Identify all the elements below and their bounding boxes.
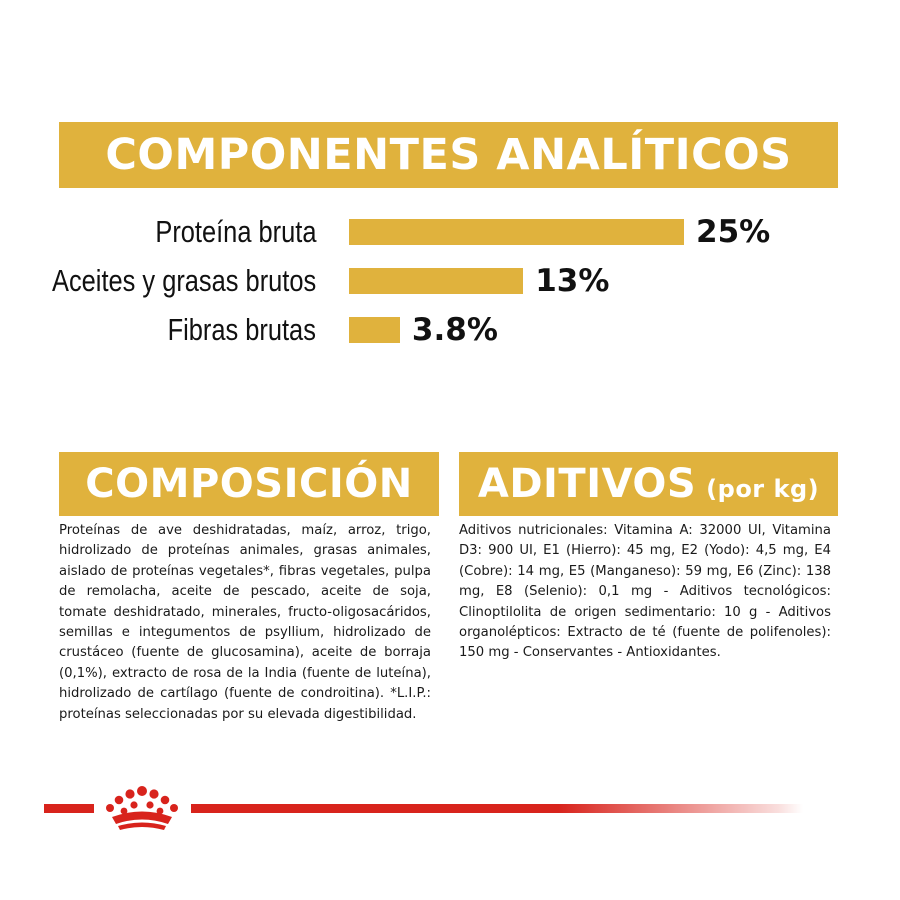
composition-text: Proteínas de ave deshidratadas, maíz, arroz, trigo, hidrolizado de proteínas animales, grasas animales, aislado de proteínas vegetales*, fibras vegetales, pulpa de remolacha, aceite de pescado, aceite de soja, tomate deshidratado, minerales, fructo-oligosacáridos, semillas e integumentos de psyllium, hidrolizado de crustáceo (fuente de glucosamina), aceite de borraja (0,1%), extracto de rosa de la India (fuente de luteína), hidrolizado de cartílago (fuente de condroitina). *L.I.P.: proteínas seleccionadas por su elevada digestibilidad. xyxy=(59,523,431,722)
analytic-row xyxy=(0,210,900,254)
footer-divider-left xyxy=(44,804,94,813)
footer-divider-right xyxy=(191,804,803,813)
additives-text: Aditivos nutricionales: Vitamina A: 32000 UI, Vitamina D3: 900 UI, E1 (Hierro): 45 mg, E2 (Yodo): 4,5 mg, E4 (Cobre): 14 mg, E5 (Manganeso): 59 mg, E6 (Zinc): 138 mg, E8 (Selenio): 0,1 mg - Aditivos tecnológicos: Clinoptilolita de origen sedimentario: 10 g - Aditivos organolépticos: Extracto de té (fuente de polifenoles): 150 mg - Conservantes - Antioxidantes. xyxy=(459,523,831,661)
analytic-row-value: 3.8% xyxy=(411,312,498,348)
analytic-row-bar xyxy=(349,219,684,245)
analytic-row-bar xyxy=(349,317,400,343)
analytic-row-label: Aceites y grasas brutos xyxy=(51,263,316,298)
analytic-row xyxy=(0,259,900,303)
composition-heading xyxy=(59,452,439,516)
analytic-row-label: Proteína bruta xyxy=(154,214,316,249)
analytic-row-bar xyxy=(349,268,523,294)
analytic-row-value: 13% xyxy=(535,263,610,299)
analytic-components-title: COMPONENTES ANALÍTICOS xyxy=(105,130,792,180)
additives-title-suffix: (por kg) xyxy=(706,475,820,503)
additives-title: ADITIVOS xyxy=(477,461,697,507)
analytic-row xyxy=(0,308,900,352)
royal-canin-crown-icon xyxy=(100,784,184,832)
composition-title: COMPOSICIÓN xyxy=(85,461,413,507)
analytic-row-value: 25% xyxy=(696,214,771,250)
additives-heading xyxy=(459,452,838,516)
analytic-row-label: Fibras brutas xyxy=(167,312,316,347)
analytic-components-heading xyxy=(59,122,838,188)
